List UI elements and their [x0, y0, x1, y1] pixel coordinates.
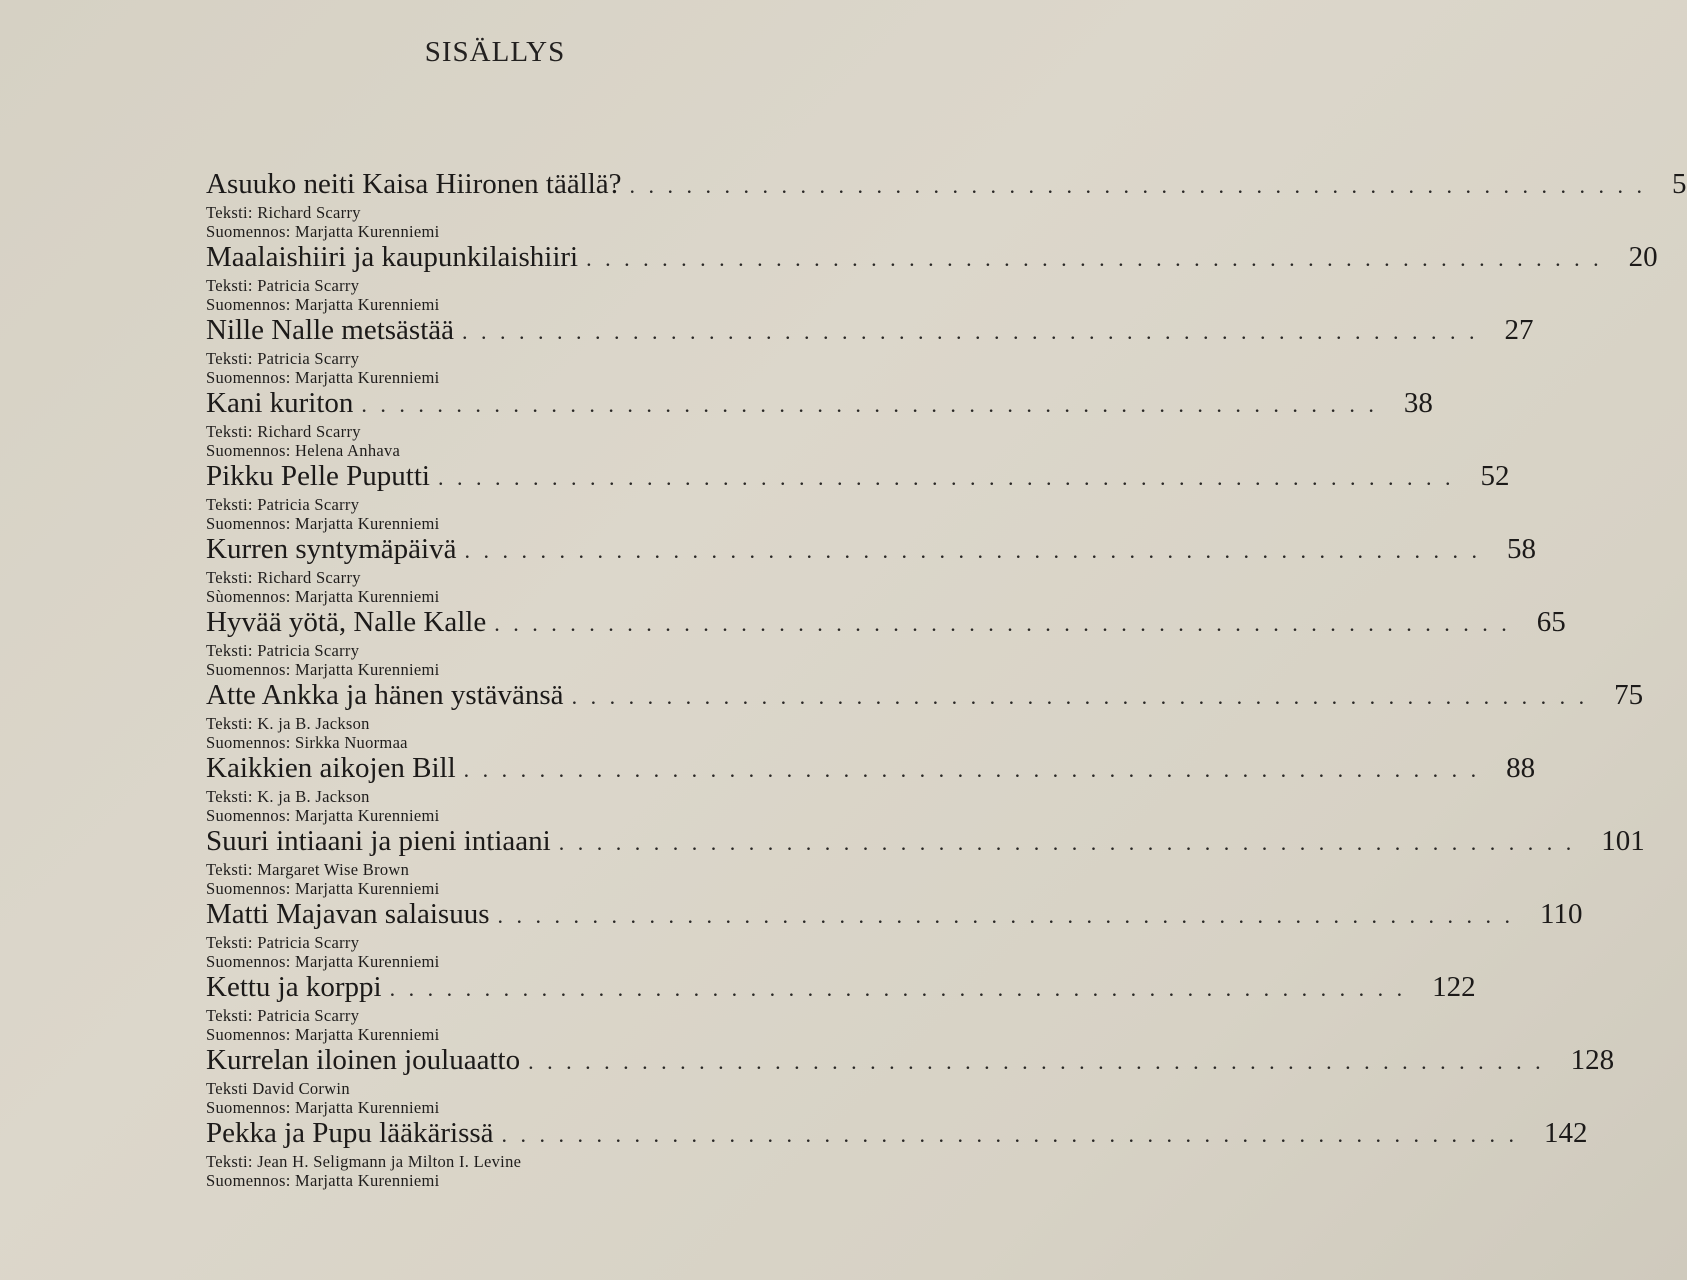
entry-title: Matti Majavan salaisuus [206, 898, 490, 930]
translator-credit: Suomennos: Marjatta Kurenniemi [206, 368, 440, 387]
entry-credits [206, 203, 798, 241]
dot-leader: . . . . . . . . . . . . . . . . . . . . . . . . . . . . . . . . . . . . . . . . . . . . . . . . . . . . . . [501, 1122, 1519, 1147]
entry-title: Pikku Pelle Puputti [206, 460, 430, 492]
entry-title: Maalaishiiri ja kaupunkilaishiiri [206, 241, 579, 273]
translator-credit: Suomennos: Marjatta Kurenniemi [206, 1098, 440, 1117]
entry-heading-line [206, 750, 1536, 788]
author-credit: Teksti David Corwin [206, 1079, 350, 1098]
dot-leader: . . . . . . . . . . . . . . . . . . . . . . . . . . . . . . . . . . . . . . . . . . . . . . . . . . . . . . [494, 611, 1511, 636]
toc-entry [206, 969, 1476, 1044]
translator-credit: Suomennos: Marjatta Kurenniemi [206, 1171, 440, 1190]
entry-page-number: 38 [1403, 387, 1433, 419]
entry-title: Kaikkien aikojen Bill [206, 752, 456, 784]
entry-page-number: 101 [1601, 825, 1645, 857]
translator-credit: Suomennos: Marjatta Kurenniemi [206, 295, 440, 314]
entry-credits [206, 860, 798, 898]
entry-heading-line [206, 239, 1658, 277]
translator-credit: Suomennos: Marjatta Kurenniemi [206, 222, 440, 241]
entry-heading-line [206, 969, 1476, 1007]
entry-title: Nille Nalle metsästää [206, 314, 455, 346]
author-credit: Teksti: Patricia Scarry [206, 641, 360, 660]
translator-credit: Suomennos: Marjatta Kurenniemi [206, 952, 440, 971]
entry-page-number: 5 [1672, 168, 1687, 200]
toc-entry [206, 896, 1583, 971]
entry-page-number: 20 [1628, 241, 1658, 273]
entry-heading-line [206, 823, 1645, 861]
table-of-contents [206, 166, 1687, 1190]
entry-heading-line [206, 1042, 1615, 1080]
entry-heading-line [206, 1115, 1588, 1153]
entry-credits [206, 349, 798, 387]
entry-credits [206, 714, 798, 752]
entry-credits [206, 422, 798, 460]
entry-title: Pekka ja Pupu lääkärissä [206, 1117, 494, 1149]
entry-title: Kurrelan iloinen jouluaatto [206, 1044, 521, 1076]
entry-heading-line [206, 896, 1583, 934]
entry-page-number: 122 [1432, 971, 1476, 1003]
entry-page-number: 128 [1570, 1044, 1615, 1076]
translator-credit: Suomennos: Marjatta Kurenniemi [206, 660, 440, 679]
dot-leader: . . . . . . . . . . . . . . . . . . . . . . . . . . . . . . . . . . . . . . . . . . . . . . . . . . . . . . [558, 830, 1576, 855]
entry-credits [206, 1006, 798, 1044]
entry-page-number: 110 [1540, 898, 1583, 930]
entry-credits [206, 568, 798, 606]
dot-leader: . . . . . . . . . . . . . . . . . . . . . . . . . . . . . . . . . . . . . . . . . . . . . . . . . . . . . . [389, 976, 1407, 1001]
toc-entry [206, 385, 1433, 460]
toc-entry [206, 531, 1536, 606]
toc-entry [206, 458, 1510, 533]
page-title: SISÄLLYS [424, 36, 566, 68]
toc-entry [206, 604, 1566, 679]
entry-title: Hyvää yötä, Nalle Kalle [206, 606, 487, 638]
author-credit: Teksti: Patricia Scarry [206, 1006, 360, 1025]
entry-page-number: 75 [1614, 679, 1644, 711]
entry-credits [206, 276, 798, 314]
entry-title: Atte Ankka ja hänen ystävänsä [206, 679, 564, 711]
author-credit: Teksti: Patricia Scarry [206, 276, 360, 295]
entry-title: Kettu ja korppi [206, 971, 382, 1003]
dot-leader: . . . . . . . . . . . . . . . . . . . . . . . . . . . . . . . . . . . . . . . . . . . . . . . . . . . . . . [437, 465, 1455, 490]
dot-leader: . . . . . . . . . . . . . . . . . . . . . . . . . . . . . . . . . . . . . . . . . . . . . . . . . . . . . . [497, 903, 1515, 928]
entry-credits [206, 787, 798, 825]
entry-page-number: 27 [1504, 314, 1534, 346]
dot-leader: . . . . . . . . . . . . . . . . . . . . . . . . . . . . . . . . . . . . . . . . . . . . . . . . . . . . . . [361, 392, 1378, 417]
author-credit: Teksti: Richard Scarry [206, 422, 361, 441]
author-credit: Teksti: Patricia Scarry [206, 349, 360, 368]
toc-entry [206, 677, 1644, 752]
entry-title: Suuri intiaani ja pieni intiaani [206, 825, 551, 857]
entry-credits [206, 933, 798, 971]
entry-heading-line [206, 677, 1644, 715]
entry-heading-line [206, 312, 1534, 350]
translator-credit: Suomennos: Marjatta Kurenniemi [206, 806, 440, 825]
author-credit: Teksti: Patricia Scarry [206, 495, 360, 514]
dot-leader: . . . . . . . . . . . . . . . . . . . . . . . . . . . . . . . . . . . . . . . . . . . . . . . . . . . . . . [629, 173, 1647, 198]
entry-credits [206, 1079, 798, 1117]
toc-entry [206, 750, 1536, 825]
entry-page-number: 142 [1544, 1117, 1588, 1149]
entry-credits [206, 641, 798, 679]
entry-page-number: 65 [1536, 606, 1566, 638]
entry-heading-line [206, 604, 1566, 642]
entry-credits [206, 1152, 798, 1190]
dot-leader: . . . . . . . . . . . . . . . . . . . . . . . . . . . . . . . . . . . . . . . . . . . . . . . . . . . . . . [528, 1049, 1545, 1074]
dot-leader: . . . . . . . . . . . . . . . . . . . . . . . . . . . . . . . . . . . . . . . . . . . . . . . . . . . . . . [462, 319, 1479, 344]
dot-leader: . . . . . . . . . . . . . . . . . . . . . . . . . . . . . . . . . . . . . . . . . . . . . . . . . . . . . . [463, 757, 1481, 782]
dot-leader: . . . . . . . . . . . . . . . . . . . . . . . . . . . . . . . . . . . . . . . . . . . . . . . . . . . . . . [586, 246, 1603, 271]
toc-entry [206, 1115, 1588, 1190]
author-credit: Teksti: Margaret Wise Brown [206, 860, 410, 879]
toc-entry [206, 312, 1534, 387]
entry-page-number: 88 [1506, 752, 1536, 784]
author-credit: Teksti: Richard Scarry [206, 203, 361, 222]
author-credit: Teksti: K. ja B. Jackson [206, 787, 370, 806]
dot-leader: . . . . . . . . . . . . . . . . . . . . . . . . . . . . . . . . . . . . . . . . . . . . . . . . . . . . . . [571, 684, 1589, 709]
entry-heading-line [206, 385, 1433, 423]
toc-entry [206, 1042, 1615, 1117]
translator-credit: Suomennos: Marjatta Kurenniemi [206, 879, 440, 898]
author-credit: Teksti: Richard Scarry [206, 568, 361, 587]
toc-entry [206, 823, 1645, 898]
toc-entry [206, 166, 1687, 241]
translator-credit: Suomennos: Marjatta Kurenniemi [206, 1025, 440, 1044]
entry-heading-line [206, 531, 1536, 569]
author-credit: Teksti: Jean H. Seligmann ja Milton I. Levine [206, 1152, 522, 1171]
entry-page-number: 52 [1480, 460, 1510, 492]
entry-credits [206, 495, 798, 533]
author-credit: Teksti: Patricia Scarry [206, 933, 360, 952]
dot-leader: . . . . . . . . . . . . . . . . . . . . . . . . . . . . . . . . . . . . . . . . . . . . . . . . . . . . . . [464, 538, 1481, 563]
entry-page-number: 58 [1506, 533, 1536, 565]
translator-credit: Suomennos: Helena Anhava [206, 441, 401, 460]
entry-heading-line [206, 166, 1687, 204]
author-credit: Teksti: K. ja B. Jackson [206, 714, 370, 733]
translator-credit: Suomennos: Sirkka Nuormaa [206, 733, 408, 752]
toc-entry [206, 239, 1658, 314]
entry-title: Kani kuriton [206, 387, 354, 419]
entry-title: Asuuko neiti Kaisa Hiironen täällä? [206, 168, 622, 200]
translator-credit: Sùomennos: Marjatta Kurenniemi [206, 587, 440, 606]
entry-heading-line [206, 458, 1510, 496]
translator-credit: Suomennos: Marjatta Kurenniemi [206, 514, 440, 533]
entry-title: Kurren syntymäpäivä [206, 533, 457, 565]
